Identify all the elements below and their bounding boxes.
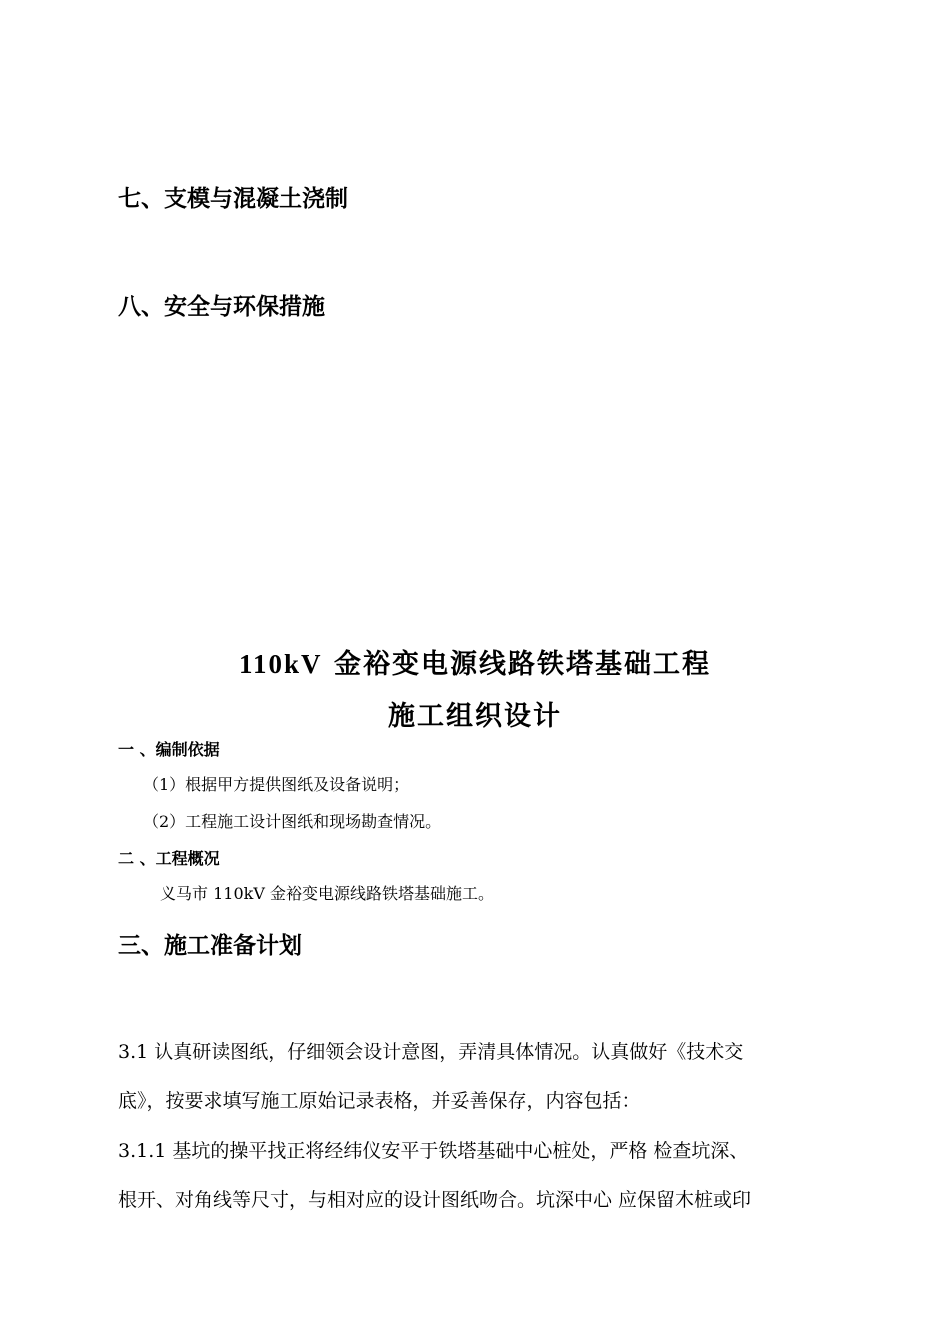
paragraph-line: 3.1 认真研读图纸，仔细领会设计意图，弄清具体情况。认真做好《技术交 (118, 1041, 744, 1063)
list-item: （1）根据甲方提供图纸及设备说明； (143, 775, 410, 794)
document-title (0, 642, 950, 681)
title-voltage: 110kV (239, 649, 323, 679)
section-heading-8: 八、安全与环保措施 (118, 294, 325, 320)
section-heading-7: 七、支模与混凝土浇制 (118, 186, 348, 212)
paragraph-line: 根开、对角线等尺寸，与相对应的设计图纸吻合。坑深中心 应保留木桩或印 (118, 1189, 752, 1211)
section-heading-3: 三、施工准备计划 (118, 933, 302, 959)
overview-text: 义马市 110kV 金裕变电源线路铁塔基础施工。 (160, 884, 494, 903)
title-main: 金裕变电源线路铁塔基础工程 (333, 649, 711, 680)
list-item: （2）工程施工设计图纸和现场勘查情况。 (143, 812, 442, 831)
paragraph-line: 3.1.1 基坑的操平找正将经纬仪安平于铁塔基础中心桩处，严格 检查坑深、 (118, 1140, 749, 1162)
section-heading-1: 一 、编制依据 (118, 740, 220, 759)
section-heading-2: 二 、工程概况 (118, 849, 220, 868)
paragraph-line: 底》，按要求填写施工原始记录表格，并妥善保存，内容包括： (118, 1090, 641, 1112)
document-subtitle: 施工组织设计 (388, 701, 562, 732)
